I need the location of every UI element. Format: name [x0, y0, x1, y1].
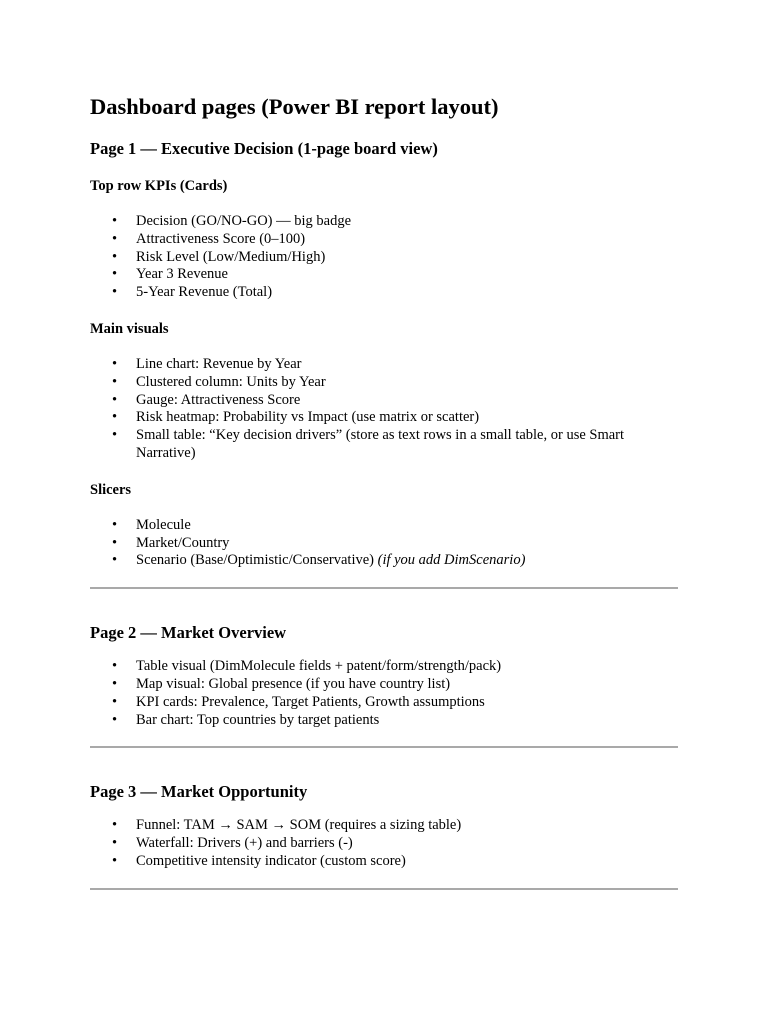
list-item: • Funnel: TAM → SAM → SOM (requires a sizing table) — [112, 817, 462, 834]
bullet: • — [112, 675, 118, 692]
list-item: • Table visual (DimMolecule fields + patent/form/strength/pack) — [112, 658, 502, 675]
document-content — [90, 92, 678, 890]
list-item: • Scenario (Base/Optimistic/Conservative) (if you add DimScenario) — [112, 552, 526, 569]
list-item: • Map visual: Global presence (if you have country list) — [112, 675, 451, 692]
list-item: • Decision (GO/NO-GO) — big badge — [112, 213, 352, 229]
page2-heading: Page 2 — Market Overview — [90, 623, 287, 643]
bullet: • — [112, 266, 118, 283]
bullet: • — [112, 213, 118, 229]
list-item: • Waterfall: Drivers (+) and barriers (-) — [112, 835, 353, 852]
bullet: • — [112, 284, 118, 301]
visuals-heading: Main visuals — [90, 320, 169, 337]
visuals-list — [90, 356, 678, 463]
list-item: • Risk heatmap: Probability vs Impact (use matrix or scatter) — [112, 409, 480, 426]
slicers-list — [90, 517, 678, 570]
scenario-note: (if you add DimScenario) — [377, 552, 526, 569]
divider — [90, 888, 678, 890]
kpis-list — [90, 213, 678, 302]
bullet: • — [112, 711, 118, 728]
list-item: • Risk Level (Low/Medium/High) — [112, 248, 326, 265]
bullet: • — [112, 658, 118, 675]
list-item: • 5-Year Revenue (Total) — [112, 284, 273, 301]
bullet: • — [112, 248, 118, 265]
bullet: • — [112, 230, 118, 247]
list-item: • Competitive intensity indicator (custom score) — [112, 852, 406, 869]
page1-heading: Page 1 — Executive Decision (1-page board view) — [90, 139, 438, 158]
bullet: • — [112, 852, 118, 869]
bullet: • — [112, 693, 118, 710]
bullet: • — [112, 835, 118, 852]
list-item: • Line chart: Revenue by Year — [112, 355, 302, 372]
list-item: • Year 3 Revenue — [112, 266, 228, 283]
bullet: • — [112, 817, 118, 834]
list-item: • Market/Country — [112, 534, 230, 551]
bullet: • — [112, 516, 118, 533]
bullet: • — [112, 409, 118, 426]
bullet: • — [112, 373, 118, 390]
list-item: • Clustered column: Units by Year — [112, 373, 326, 390]
kpis-heading: Top row KPIs (Cards) — [90, 178, 228, 194]
list-item: • Gauge: Attractiveness Score — [112, 391, 301, 408]
page2-list — [90, 658, 678, 729]
page3-list — [90, 817, 678, 870]
bullet: • — [112, 355, 118, 372]
slicers-heading: Slicers — [90, 481, 132, 498]
list-item: • Small table: “Key decision drivers” (store as text rows in a small table, or use Smart Narrative) — [112, 427, 625, 461]
list-item: • Molecule — [112, 516, 191, 533]
bullet: • — [112, 427, 118, 444]
page3-heading: Page 3 — Market Opportunity — [90, 782, 308, 802]
list-item: • Bar chart: Top countries by target patients — [112, 711, 380, 728]
bullet: • — [112, 534, 118, 551]
bullet: • — [112, 552, 118, 569]
list-item: • KPI cards: Prevalence, Target Patients, Growth assumptions — [112, 693, 485, 710]
bullet: • — [112, 391, 118, 408]
list-item: • Attractiveness Score (0–100) — [112, 230, 306, 247]
document-title: Dashboard pages (Power BI report layout) — [90, 94, 499, 119]
